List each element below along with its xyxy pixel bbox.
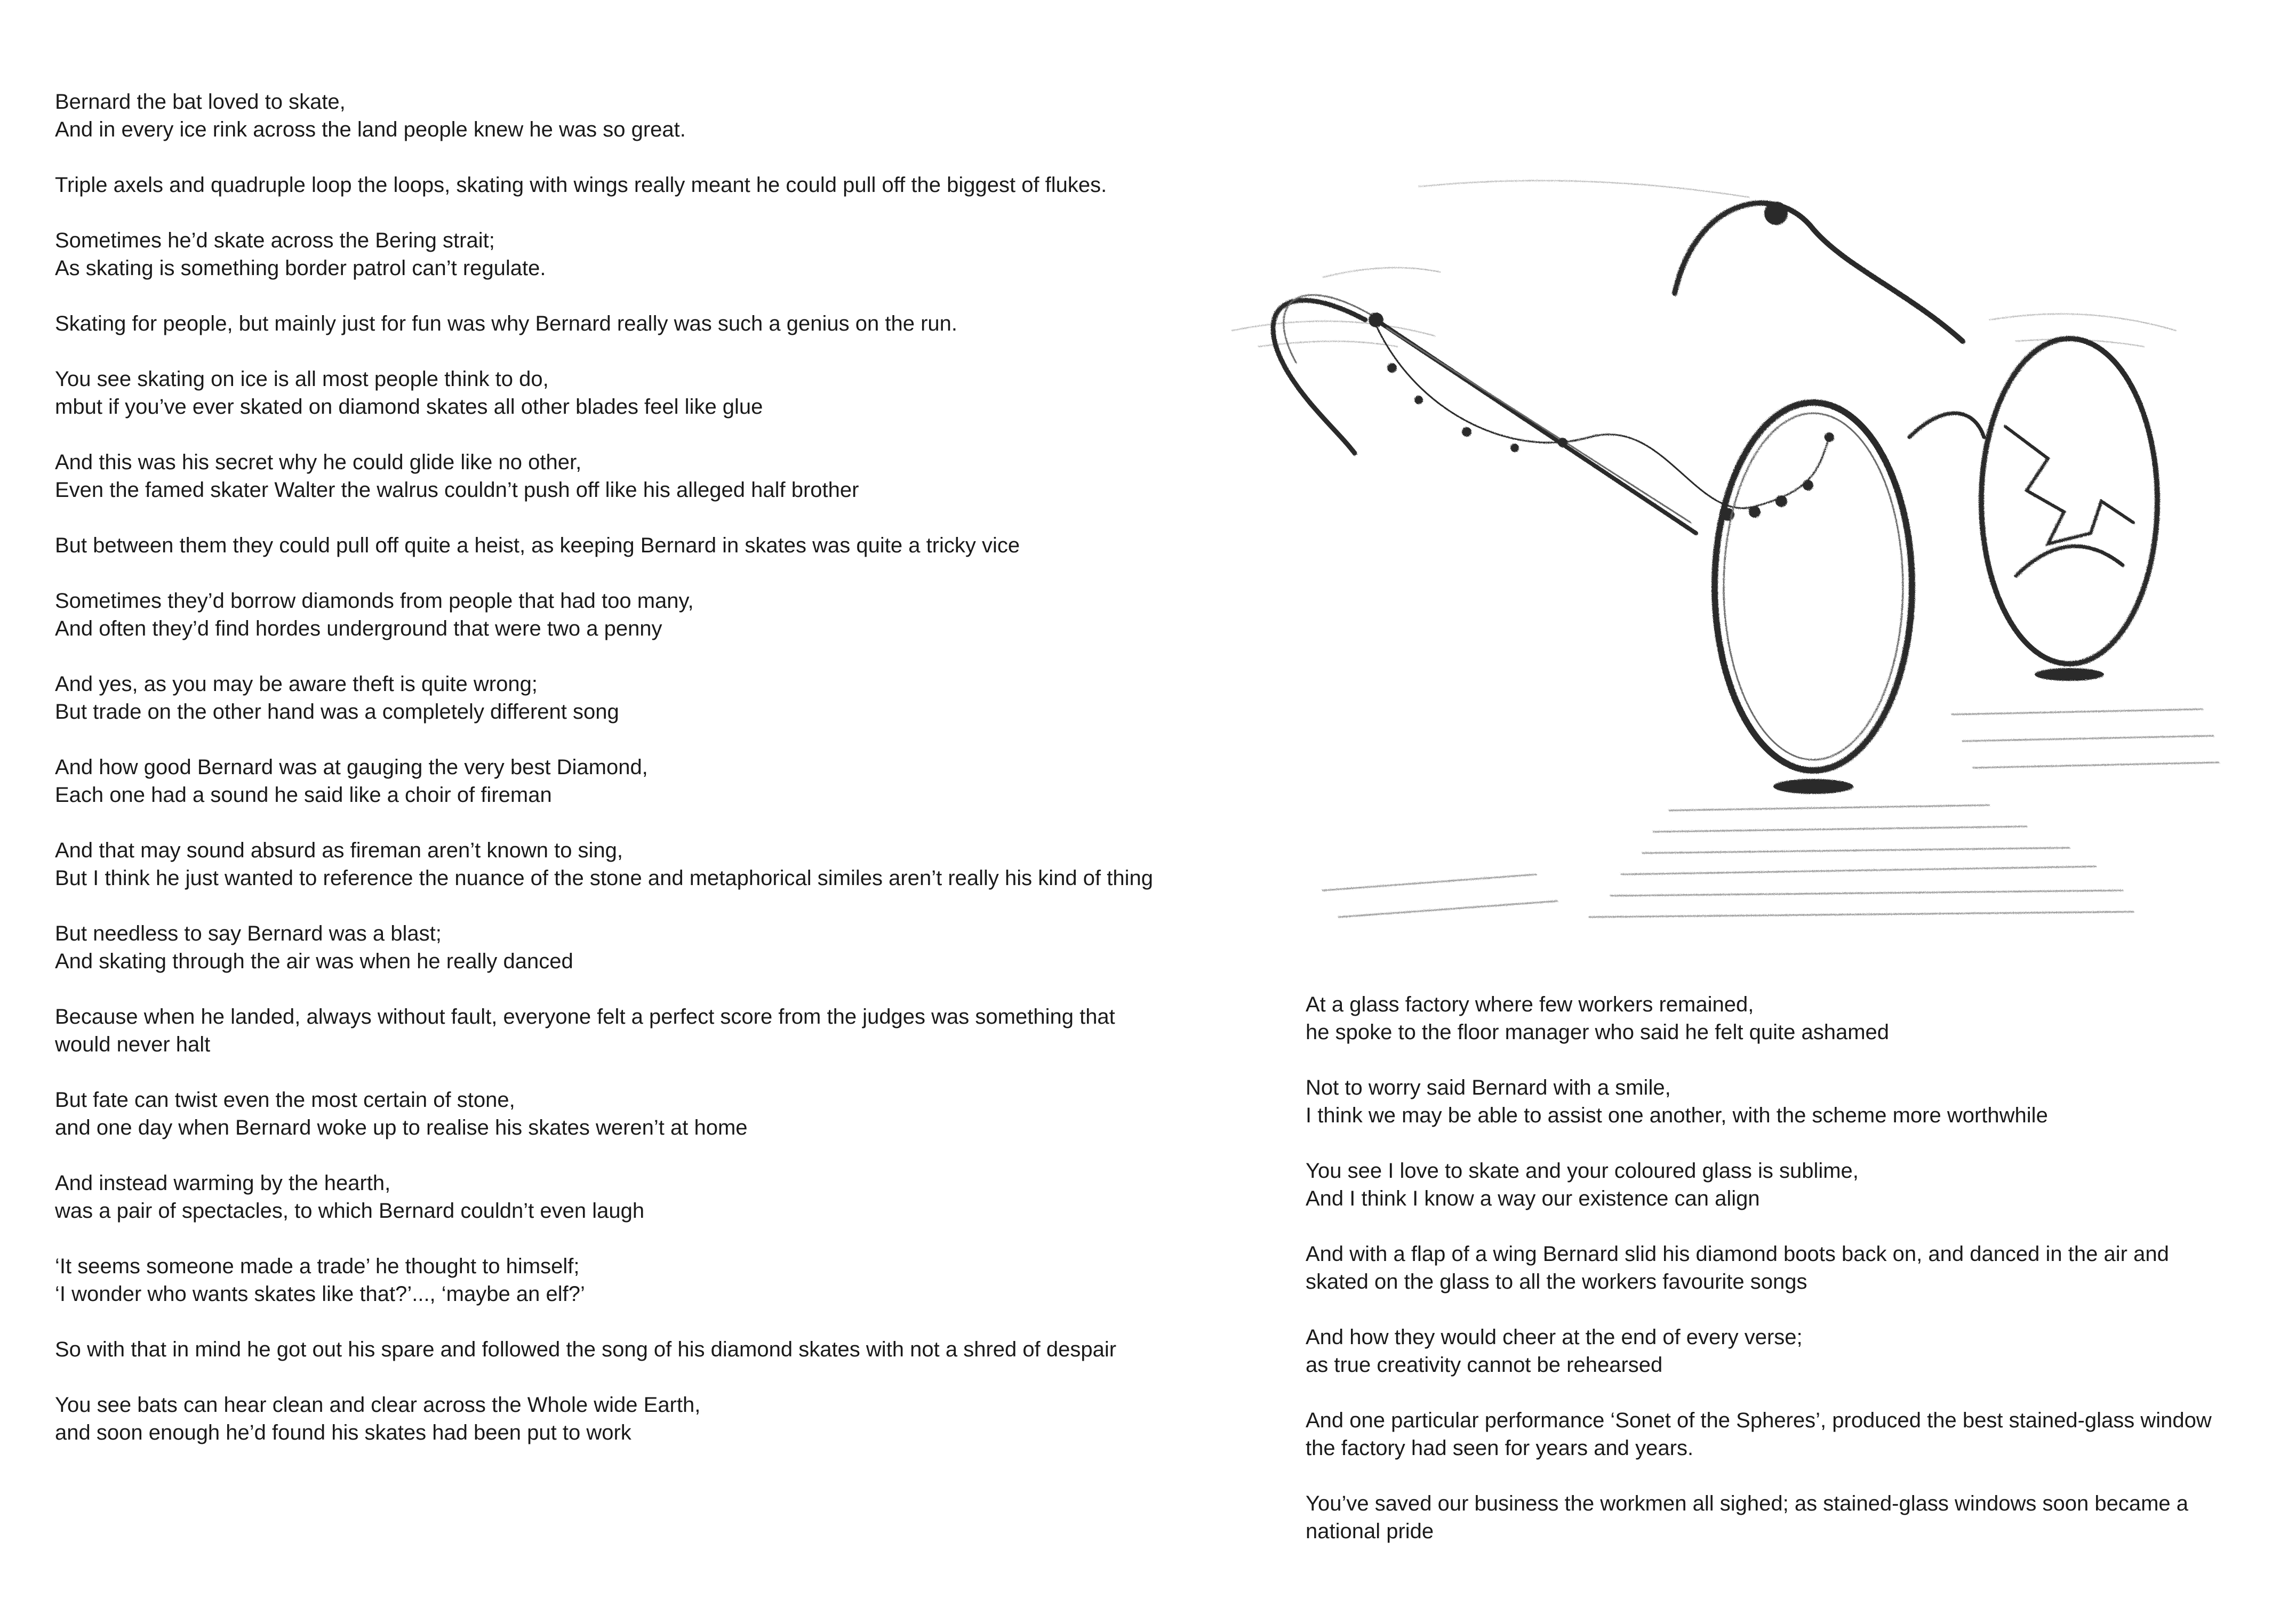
poem-line: But fate can twist even the most certain of stone, xyxy=(55,1088,515,1112)
poem-line: the factory had seen for years and years. xyxy=(1306,1436,1694,1460)
poem-line: he spoke to the floor manager who said he felt quite ashamed xyxy=(1306,1021,1890,1044)
poem-stanza xyxy=(55,1003,1223,1058)
poem-line: And often they’d find hordes underground that were two a penny xyxy=(55,617,662,640)
poem-line: And in every ice rink across the land people knew he was so great. xyxy=(55,118,686,141)
poem-right-column xyxy=(1306,991,2260,1573)
spectacles-illustration-icon xyxy=(1216,117,2261,970)
poem-line: And with a flap of a wing Bernard slid his diamond boots back on, and danced in the air and xyxy=(1306,1242,2169,1266)
poem-stanza xyxy=(55,587,1223,642)
poem-line: Skating for people, but mainly just for fun was why Bernard really was such a genius on the run. xyxy=(55,312,958,335)
poem-line: And that may sound absurd as fireman aren’t known to sing, xyxy=(55,839,623,862)
poem-line: Sometimes he’d skate across the Bering strait; xyxy=(55,229,495,252)
spectacles-ink-drawing xyxy=(1232,181,2219,917)
poem-stanza xyxy=(1306,1323,2260,1379)
poem-stanza xyxy=(55,310,1223,338)
poem-stanza xyxy=(55,837,1223,892)
poem-stanza xyxy=(1306,1074,2260,1129)
poem-line: As skating is something border patrol can’t regulate. xyxy=(55,256,546,280)
poem-stanza xyxy=(55,1391,1223,1447)
poem-line: Not to worry said Bernard with a smile, xyxy=(1306,1076,1671,1099)
poem-line: You see skating on ice is all most people think to do, xyxy=(55,367,549,391)
poem-line: and soon enough he’d found his skates had been put to work xyxy=(55,1421,631,1444)
poem-line: Even the famed skater Walter the walrus couldn’t push off like his alleged half brother xyxy=(55,478,859,502)
poem-stanza xyxy=(55,365,1223,421)
poem-stanza xyxy=(1306,1490,2260,1545)
poem-stanza xyxy=(55,670,1223,726)
poem-line: At a glass factory where few workers remained, xyxy=(1306,993,1754,1016)
poem-stanza xyxy=(55,448,1223,504)
poem-line: And how good Bernard was at gauging the very best Diamond, xyxy=(55,756,648,779)
poem-line: Because when he landed, always without fault, everyone felt a perfect score from the judges was something that xyxy=(55,1005,1115,1029)
poem-line: But needless to say Bernard was a blast; xyxy=(55,922,442,945)
poem-stanza xyxy=(1306,1240,2260,1296)
poem-line: and one day when Bernard woke up to realise his skates weren’t at home xyxy=(55,1116,748,1139)
poem-stanza xyxy=(55,1252,1223,1308)
poem-stanza xyxy=(55,753,1223,809)
poem-stanza xyxy=(55,1086,1223,1142)
poem-line: But trade on the other hand was a completely different song xyxy=(55,700,619,724)
poem-line: But I think he just wanted to reference the nuance of the stone and metaphorical similes aren’t really his kind of thing xyxy=(55,866,1153,890)
poem-stanza xyxy=(55,88,1223,143)
poem-line: Each one had a sound he said like a choir of fireman xyxy=(55,783,552,807)
poem-stanza xyxy=(55,920,1223,975)
poem-line: was a pair of spectacles, to which Bernard couldn’t even laugh xyxy=(55,1199,645,1223)
poem-line: You see I love to skate and your coloured glass is sublime, xyxy=(1306,1159,1859,1183)
poem-stanza xyxy=(55,171,1223,199)
poem-line: would never halt xyxy=(55,1033,211,1056)
poem-line: And I think I know a way our existence can align xyxy=(1306,1187,1760,1210)
poem-line: But between them they could pull off quite a heist, as keeping Bernard in skates was quite a tricky vice xyxy=(55,534,1020,557)
poem-line: ‘It seems someone made a trade’ he thought to himself; xyxy=(55,1255,580,1278)
poem-line: Sometimes they’d borrow diamonds from people that had too many, xyxy=(55,589,694,613)
poem-line: And one particular performance ‘Sonet of the Spheres’, produced the best stained-glass window xyxy=(1306,1409,2212,1432)
poem-line: And yes, as you may be aware theft is quite wrong; xyxy=(55,672,538,696)
poem-line: I think we may be able to assist one another, with the scheme more worthwhile xyxy=(1306,1104,2048,1127)
poem-stanza xyxy=(1306,1157,2260,1212)
poem-stanza xyxy=(55,1336,1223,1363)
poem-line: And this was his secret why he could glide like no other, xyxy=(55,451,582,474)
poem-stanza xyxy=(1306,1407,2260,1462)
poem-line: And skating through the air was when he really danced xyxy=(55,950,573,973)
poem-line: And how they would cheer at the end of every verse; xyxy=(1306,1325,1803,1349)
poem-stanza xyxy=(55,1169,1223,1225)
poem-line: ‘I wonder who wants skates like that?’..., ‘maybe an elf?’ xyxy=(55,1282,585,1306)
poem-line: So with that in mind he got out his spare and followed the song of his diamond skates with not a shred of despair xyxy=(55,1338,1117,1361)
poem-left-column xyxy=(55,88,1223,1474)
poem-line: Triple axels and quadruple loop the loops, skating with wings really meant he could pull off the biggest of flukes. xyxy=(55,173,1107,197)
poem-stanza xyxy=(55,532,1223,559)
poem-line: You’ve saved our business the workmen all sighed; as stained-glass windows soon became a xyxy=(1306,1492,2189,1515)
poem-line: You see bats can hear clean and clear across the Whole wide Earth, xyxy=(55,1393,701,1417)
poem-line: skated on the glass to all the workers favourite songs xyxy=(1306,1270,1807,1293)
poem-line: Bernard the bat loved to skate, xyxy=(55,90,346,114)
poem-line: And instead warming by the hearth, xyxy=(55,1171,391,1195)
poem-line: mbut if you’ve ever skated on diamond skates all other blades feel like glue xyxy=(55,395,763,419)
poem-line: national pride xyxy=(1306,1520,1434,1543)
poem-stanza xyxy=(55,227,1223,282)
poem-stanza xyxy=(1306,991,2260,1046)
poem-line: as true creativity cannot be rehearsed xyxy=(1306,1353,1663,1377)
